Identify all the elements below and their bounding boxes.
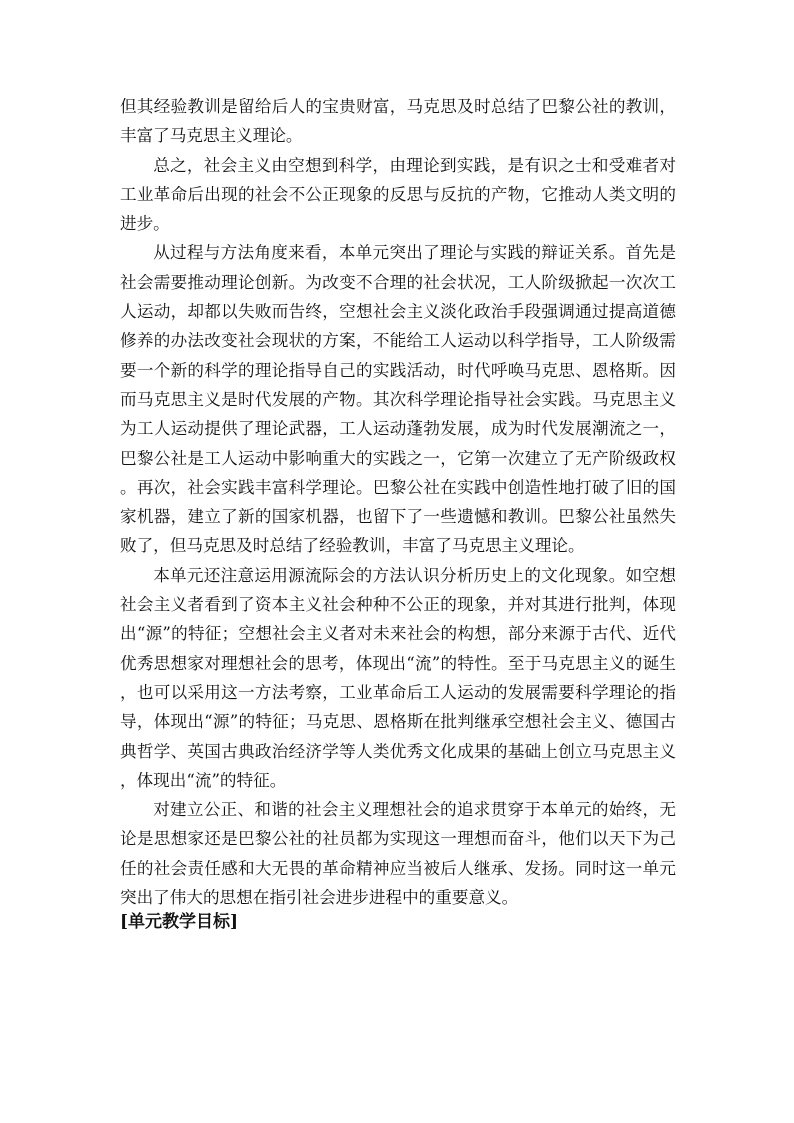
paragraph-ideal-society: 对建立公正、和谐的社会主义理想社会的追求贯穿于本单元的始终，无论是思想家还是巴黎公社的社员都为实现这一理想而奋斗，他们以天下为己任的社会责任感和大无畏的革命精神应当被后人继承、发扬。同时这一单元突出了伟大的思想在指引社会进步进程中的重要意义。 bbox=[120, 800, 676, 908]
document-body bbox=[120, 92, 676, 912]
paragraph-source-flow-method: 本单元还注意运用源流际会的方法认识分析历史上的文化现象。如空想社会主义者看到了资本主义社会种种不公正的现象，并对其进行批判，体现出“源”的特征；空想社会主义者对未来社会的构想，部分来源于古代、近代优秀思想家对理想社会的思考，体现出“流”的特性。至于马克思主义的诞生，也可以采用这一方法考察，工业革命后工人运动的发展需要科学理论的指导，体现出“源”的特征；马克思、恩格斯在批判继承空想社会主义、德国古典哲学、英国古典政治经济学等人类优秀文化成果的基础上创立马克思主义，体现出“流”的特征。 bbox=[120, 565, 676, 790]
paragraph-lessons-summary: 但其经验教训是留给后人的宝贵财富，马克思及时总结了巴黎公社的教训，丰富了马克思主义理论。 bbox=[120, 97, 676, 146]
section-heading-teaching-goals: [单元教学目标] bbox=[120, 912, 239, 932]
paragraph-conclusion: 总之，社会主义由空想到科学，由理论到实践，是有识之士和受难者对工业革命后出现的社会不公正现象的反思与反抗的产物，它推动人类文明的进步。 bbox=[120, 155, 676, 234]
paragraph-theory-practice: 从过程与方法角度来看，本单元突出了理论与实践的辩证关系。首先是社会需要推动理论创新。为改变不合理的社会状况，工人阶级掀起一次次工人运动，却都以失败而告终，空想社会主义淡化政治手段强调通过提高道德修养的办法改变社会现状的方案，不能给工人运动以科学指导，工人阶级需要一个新的科学的理论指导自己的实践活动，时代呼唤马克思、恩格斯。因而马克思主义是时代发展的产物。其次科学理论指导社会实践。马克思主义为工人运动提供了理论武器，工人运动蓬勃发展，成为时代发展潮流之一，巴黎公社是工人运动中影响重大的实践之一，它第一次建立了无产阶级政权。再次，社会实践丰富科学理论。巴黎公社在实践中创造性地打破了旧的国家机器，建立了新的国家机器，也留下了一些遗憾和教训。巴黎公社虽然失败了，但马克思及时总结了经验教训，丰富了马克思主义理论。 bbox=[120, 243, 676, 556]
